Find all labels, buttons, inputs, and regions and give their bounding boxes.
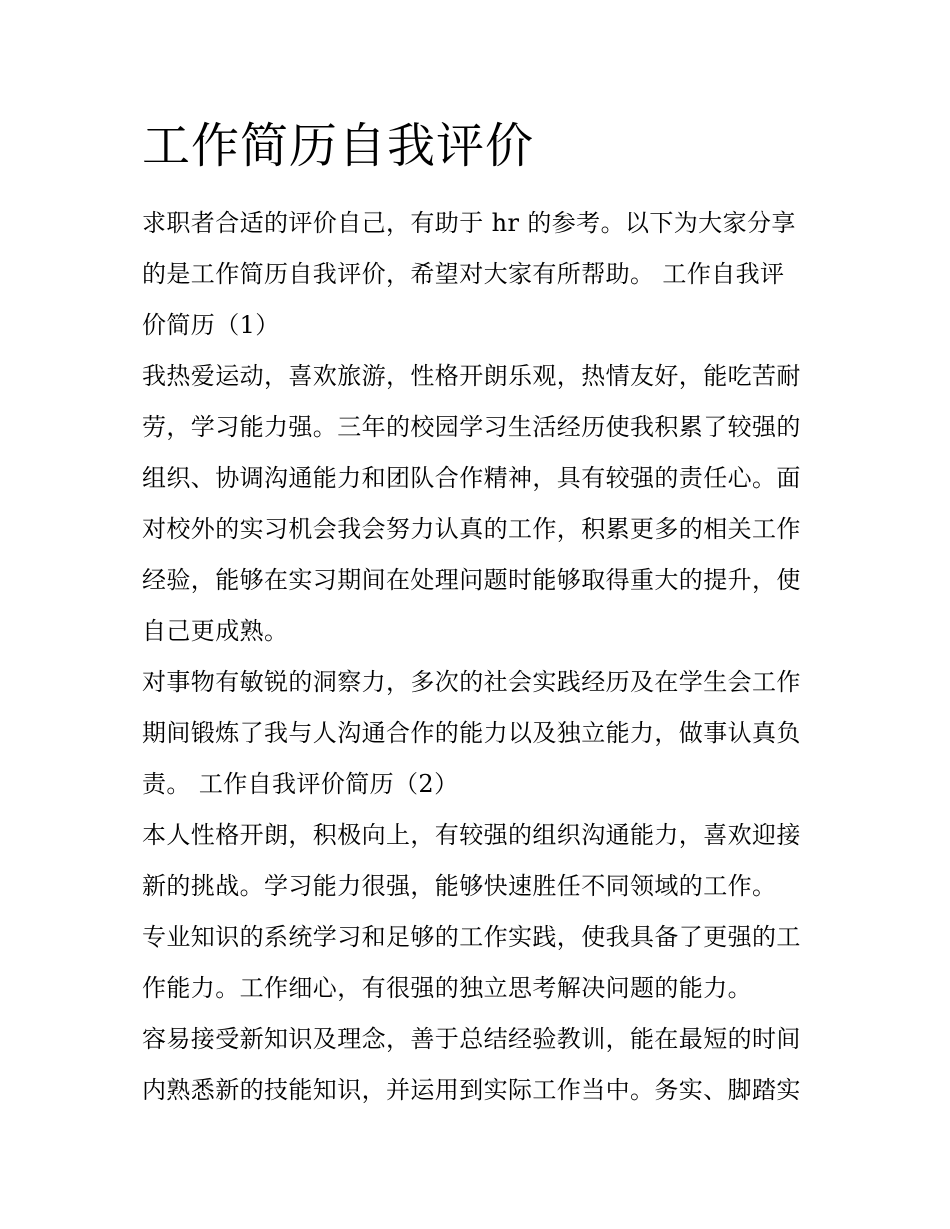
text-line: 对校外的实习机会我会努力认真的工作，积累更多的相关工作	[142, 515, 801, 543]
text-line: 本人性格开朗，积极向上，有较强的组织沟通能力，喜欢迎接	[142, 821, 801, 849]
text-line: 内熟悉新的技能知识，并运用到实际工作当中。务实、脚踏实	[142, 1076, 801, 1104]
text-line: 价简历（1）	[142, 311, 280, 339]
text-line: 期间锻炼了我与人沟通合作的能力以及独立能力，做事认真负	[142, 719, 801, 747]
text-line: 经验，能够在实习期间在处理问题时能够取得重大的提升，使	[142, 566, 801, 594]
text-line: 作能力。工作细心，有很强的独立思考解决问题的能力。	[142, 974, 752, 1002]
document-title: 工作简历自我评价	[142, 118, 535, 174]
text-line: 我热爱运动，喜欢旅游，性格开朗乐观，热情友好，能吃苦耐	[142, 362, 801, 390]
text-line: 专业知识的系统学习和足够的工作实践，使我具备了更强的工	[142, 923, 801, 951]
text-line: 新的挑战。学习能力很强，能够快速胜任不同领域的工作。	[142, 872, 777, 900]
text-line: 自己更成熟。	[142, 617, 289, 645]
text-line: 责。 工作自我评价简历（2）	[142, 770, 459, 798]
text-line: 容易接受新知识及理念，善于总结经验教训，能在最短的时间	[142, 1025, 801, 1053]
text-line: 的是工作简历自我评价，希望对大家有所帮助。 工作自我评	[142, 260, 785, 288]
text-line: 组织、协调沟通能力和团队合作精神，具有较强的责任心。面	[142, 464, 801, 492]
text-line: 对事物有敏锐的洞察力，多次的社会实践经历及在学生会工作	[142, 668, 801, 696]
document-content	[142, 112, 814, 1116]
document-body	[142, 198, 814, 1116]
text-line: 劳，学习能力强。三年的校园学习生活经历使我积累了较强的	[142, 413, 801, 441]
text-line: 求职者合适的评价自己，有助于 hr 的参考。以下为大家分享	[142, 209, 796, 237]
